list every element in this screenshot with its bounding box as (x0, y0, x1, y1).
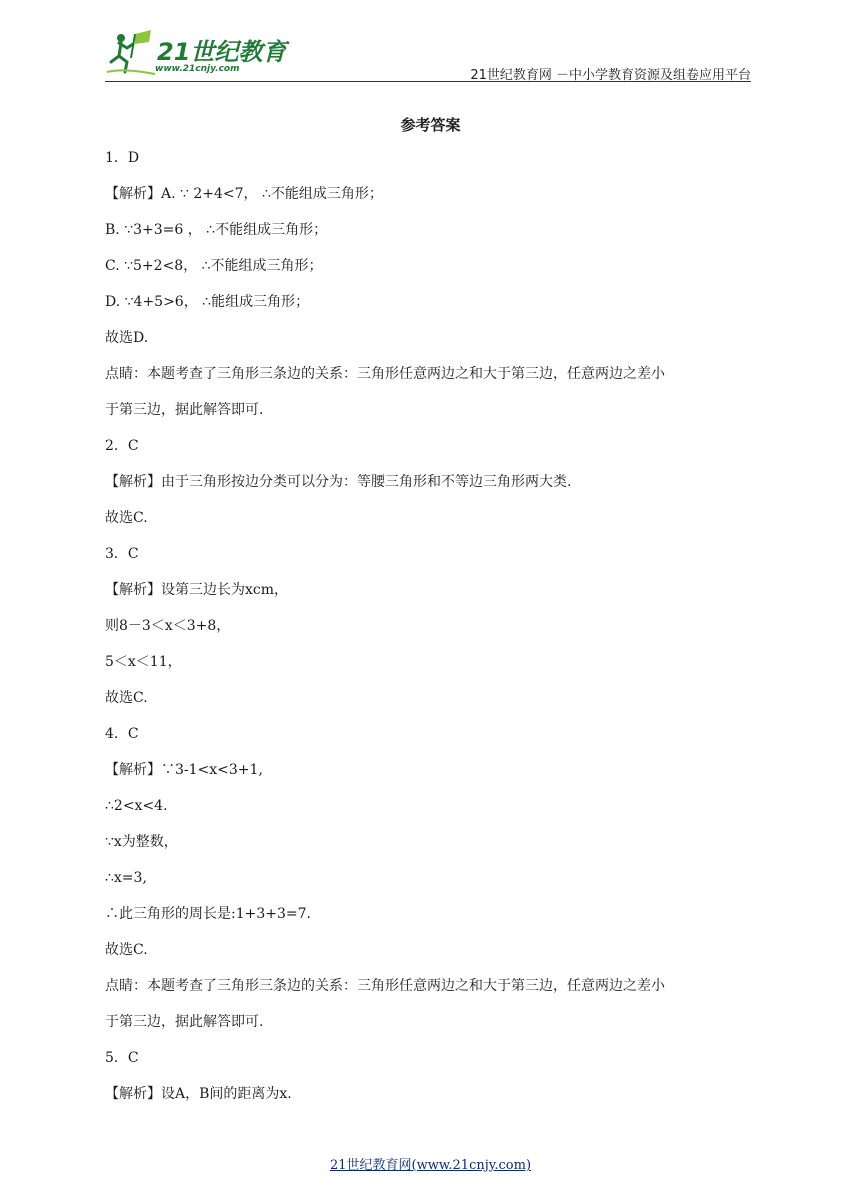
answer-line: 【解析】设第三边长为xcm， (105, 582, 289, 598)
answer-line: 1．D (105, 150, 140, 166)
answer-line: 故选C. (105, 690, 148, 706)
answer-line: 5＜x＜11， (105, 654, 182, 670)
answer-line: 则8－3＜x＜3+8， (105, 618, 231, 634)
page-footer (0, 1154, 861, 1173)
answer-line: 2．C (105, 438, 139, 454)
answer-line: 点睛：本题考查了三角形三条边的关系：三角形任意两边之和大于第三边，任意两边之差小 (105, 978, 665, 994)
answer-line: ∵x为整数， (105, 834, 178, 850)
answer-line: B. ∵3+3=6 ， ∴不能组成三角形； (105, 222, 328, 238)
answer-line: 3．C (105, 546, 139, 562)
logo-text: 21世纪教育 (157, 38, 287, 66)
answer-line: 点睛：本题考查了三角形三条边的关系：三角形任意两边之和大于第三边，任意两边之差小 (105, 366, 665, 382)
answer-line: 故选D. (105, 330, 149, 346)
answer-line: 5．C (105, 1050, 139, 1066)
answer-line: 【解析】∵3-1<x<3+1, (105, 762, 263, 778)
answer-line: 【解析】A. ∵ 2+4<7， ∴不能组成三角形； (105, 186, 383, 202)
answer-line: D. ∵4+5>6， ∴能组成三角形； (105, 294, 310, 310)
site-logo (105, 28, 305, 80)
answer-line: 【解析】由于三角形按边分类可以分为：等腰三角形和不等边三角形两大类. (105, 474, 572, 490)
answer-line: 故选C. (105, 510, 148, 526)
platform-name: 21世纪教育网 －中小学教育资源及组卷应用平台 (470, 68, 751, 83)
answer-line: ∴此三角形的周长是:1+3+3=7. (105, 906, 311, 922)
page-title: 参考答案 (400, 116, 461, 134)
answer-line: 故选C. (105, 942, 148, 958)
answer-line: ∴2<x<4. (105, 798, 168, 814)
page-header (105, 28, 751, 82)
runner-logo-icon (105, 28, 157, 80)
answer-line: 【解析】设A，B间的距离为x. (105, 1086, 292, 1102)
logo-url: www.21cnjy.com (155, 64, 240, 74)
answer-line: 于第三边，据此解答即可. (105, 402, 264, 418)
header-divider (105, 81, 751, 82)
answer-line: C. ∵5+2<8， ∴不能组成三角形； (105, 258, 323, 274)
answer-line: ∴x=3, (105, 870, 147, 886)
answer-line: 于第三边，据此解答即可. (105, 1014, 264, 1030)
footer-link[interactable]: 21世纪教育网(www.21cnjy.com) (329, 1158, 532, 1173)
answer-line: 4．C (105, 726, 139, 742)
